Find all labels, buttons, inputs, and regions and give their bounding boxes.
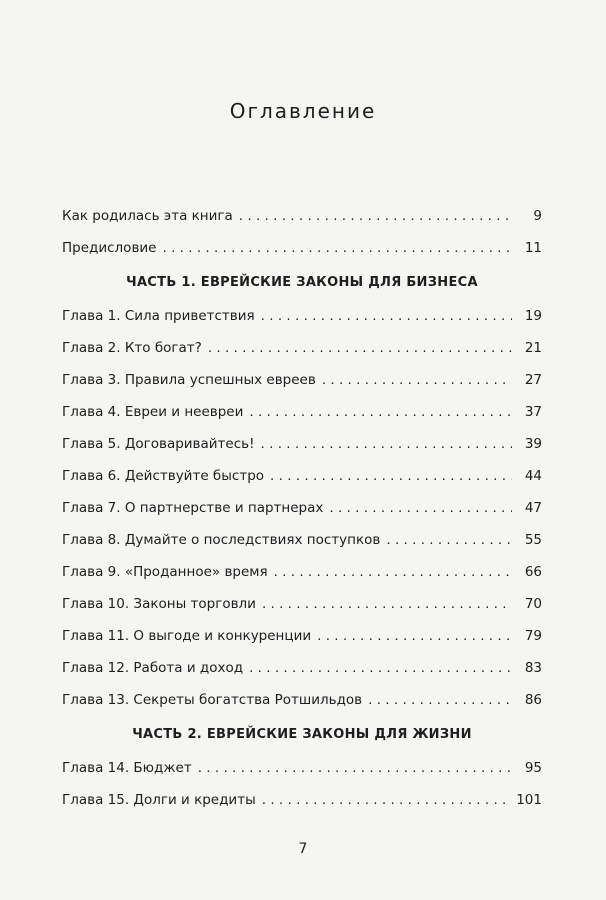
part-heading: ЧАСТЬ 1. ЕВРЕЙСКИЕ ЗАКОНЫ ДЛЯ БИЗНЕСА (126, 275, 478, 290)
toc-entry-label: Глава 6. Действуйте быстро (62, 468, 265, 484)
dot-leader (261, 428, 512, 460)
toc-entry-label: Глава 5. Договаривайтесь! (62, 436, 255, 452)
dot-leader (239, 200, 512, 232)
toc-entry-page: 95 (524, 760, 542, 776)
toc-entry (62, 428, 542, 460)
dot-leader (274, 556, 512, 588)
toc-entry-page: 83 (524, 660, 542, 676)
toc-entry-page: 66 (524, 564, 542, 580)
dot-leader (386, 524, 512, 556)
toc-entry-label: Глава 10. Законы торговли (62, 596, 256, 612)
toc-entry (62, 396, 542, 428)
toc-entry-label: Глава 15. Долги и кредиты (62, 792, 256, 808)
dot-leader (249, 652, 512, 684)
toc-entry-page: 19 (524, 308, 542, 324)
dot-leader (270, 460, 512, 492)
toc-entry-page: 39 (524, 436, 542, 452)
dot-leader (329, 492, 512, 524)
toc-entry-label: Глава 3. Правила успешных евреев (62, 372, 316, 388)
toc-entry (62, 588, 542, 620)
toc-entry (62, 364, 542, 396)
toc-entry (62, 200, 542, 232)
page-title: Оглавление (229, 99, 377, 123)
dot-leader (322, 364, 512, 396)
toc-entry (62, 784, 542, 816)
dot-leader (368, 684, 512, 716)
toc-entry-label: Глава 7. О партнерстве и партнерах (62, 500, 324, 516)
toc-entry-label: Как родилась эта книга (62, 208, 233, 224)
toc-entry (62, 232, 542, 264)
toc-entry (62, 492, 542, 524)
toc-entry-label: Глава 1. Сила приветствия (62, 308, 255, 324)
toc-entry-label: Глава 11. О выгоде и конкуренции (62, 628, 312, 644)
page-number: 7 (298, 841, 308, 857)
part-heading: ЧАСТЬ 2. ЕВРЕЙСКИЕ ЗАКОНЫ ДЛЯ ЖИЗНИ (132, 727, 472, 742)
toc-entry-page: 27 (524, 372, 542, 388)
toc-entry (62, 460, 542, 492)
dot-leader (249, 396, 512, 428)
toc-entry-page: 37 (524, 404, 542, 420)
toc-entry-label: Глава 2. Кто богат? (62, 340, 202, 356)
toc-entry-page: 47 (524, 500, 542, 516)
toc-entry (62, 556, 542, 588)
dot-leader (317, 620, 512, 652)
toc-entry-page: 44 (524, 468, 542, 484)
toc-entry-page: 86 (524, 692, 542, 708)
toc-entry-label: Предисловие (62, 240, 157, 256)
toc-entry (62, 652, 542, 684)
dot-leader (198, 752, 512, 784)
toc-entry-page: 55 (524, 532, 542, 548)
toc-entry (62, 332, 542, 364)
toc-entry (62, 300, 542, 332)
dot-leader (261, 300, 512, 332)
toc-entry-page: 11 (524, 240, 542, 256)
dot-leader (262, 784, 510, 816)
toc-entry-page: 9 (533, 208, 542, 224)
toc-entry (62, 524, 542, 556)
toc-entry-label: Глава 8. Думайте о последствиях поступков (62, 532, 381, 548)
toc-entry (62, 684, 542, 716)
toc-entry-page: 79 (524, 628, 542, 644)
toc-entry-page: 101 (516, 792, 542, 808)
table-of-contents (62, 200, 542, 816)
toc-entry-label: Глава 4. Евреи и неевреи (62, 404, 244, 420)
dot-leader (262, 588, 512, 620)
toc-entry-page: 70 (524, 596, 542, 612)
toc-entry-label: Глава 14. Бюджет (62, 760, 192, 776)
toc-entry (62, 752, 542, 784)
toc-entry (62, 620, 542, 652)
toc-entry-page: 21 (524, 340, 542, 356)
dot-leader (162, 232, 512, 264)
toc-entry-label: Глава 13. Секреты богатства Ротшильдов (62, 692, 363, 708)
toc-entry-label: Глава 9. «Проданное» время (62, 564, 268, 580)
dot-leader (208, 332, 512, 364)
toc-entry-label: Глава 12. Работа и доход (62, 660, 244, 676)
